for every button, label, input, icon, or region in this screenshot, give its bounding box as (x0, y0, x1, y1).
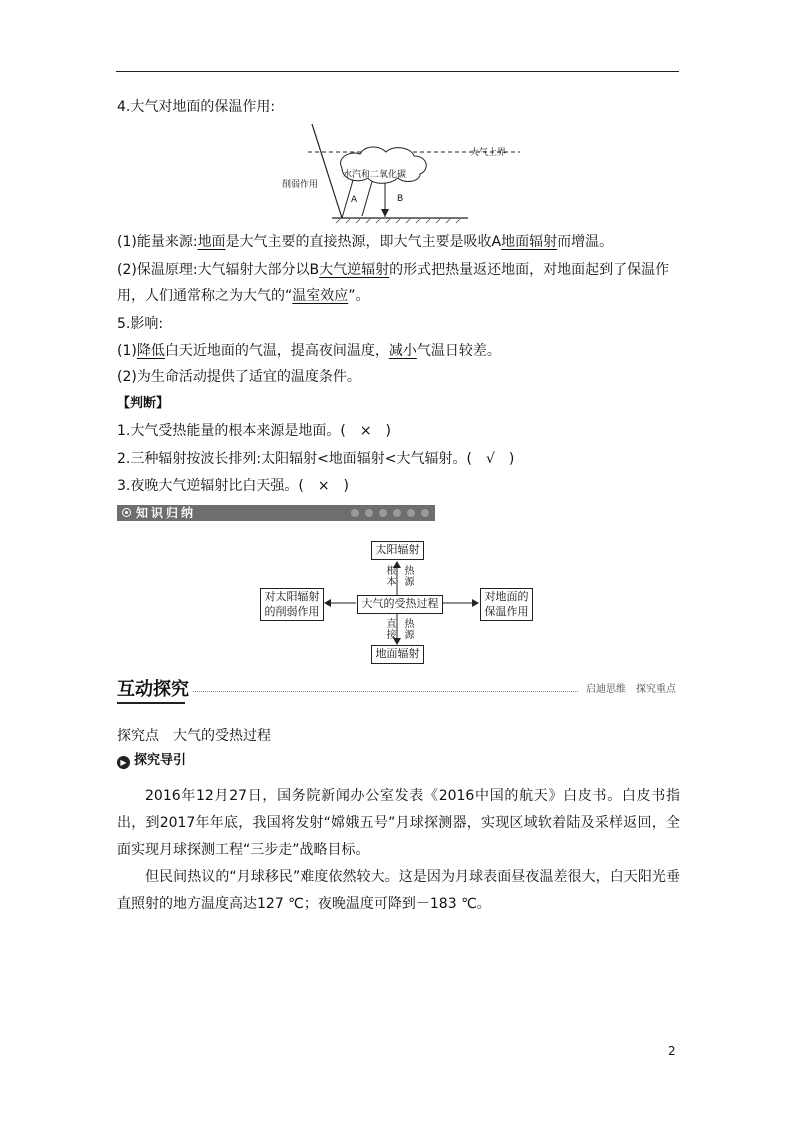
page-number: 2 (668, 1044, 676, 1058)
answer-ground: 地面 (197, 234, 226, 250)
label-a: A (351, 195, 358, 205)
effect-line-2: (2)为生命活动提供了适宜的温度条件。 (117, 369, 361, 385)
section-title: 互动探究 (117, 679, 189, 700)
insulation-box-line2: 保温作用 (484, 605, 529, 618)
ground-radiation-box: 地面辐射 (371, 645, 424, 664)
insulation-line-2 (117, 286, 370, 306)
solar-radiation-box: 太阳辐射 (371, 541, 424, 560)
weaken-box-line1: 对太阳辐射 (264, 590, 320, 603)
weaken-box-line2: 的削弱作用 (264, 605, 320, 618)
energy-source-line (117, 232, 613, 252)
greenhouse-figure (280, 124, 540, 224)
insulation-line-1 (117, 260, 669, 280)
explore-paragraph-2: 但民间热议的“月球移民”难度依然较大。这是因为月球表面昼夜温差很大，白天阳光垂直照射的地方温度高达127 ℃；夜晚温度可降到－183 ℃。 (117, 869, 680, 912)
answer-reduce: 减小 (388, 343, 417, 359)
text: 气温日较差。 (416, 343, 501, 359)
judge-q2: 2.三种辐射按波长排列:太阳辐射<地面辐射<大气辐射。( √ ) (117, 451, 515, 467)
weaken-label: 削弱作用 (282, 180, 319, 190)
section-dotted-line (193, 691, 578, 693)
label-heat-source-1: 热源 (404, 566, 415, 588)
explore-guide-label: 探究导引 (134, 753, 187, 768)
decorative-dots (351, 509, 429, 517)
insulation-box (480, 588, 533, 621)
arrow-head (381, 209, 389, 217)
insulation-box-line1: 对地面的 (484, 590, 529, 603)
ground-hatching (336, 219, 460, 223)
label-b: B (397, 194, 404, 204)
text: (2)保温原理:大气辐射大部分以B (117, 262, 320, 278)
explore-paragraph-1: 2016年12月27日，国务院新闻办公室发表《2016中国的航天》白皮书。白皮书指出，到2017年年底，我国将发射“嫦娥五号”月球探测器，实现区域软着陆及采样返回，全面实现月球探测工程“三步走”战略目标。 (117, 788, 680, 858)
explore-guide-title (117, 751, 186, 771)
item5-title: 5.影响: (117, 316, 164, 332)
text: ”。 (348, 288, 370, 304)
item4-title: 4.大气对地面的保温作用: (117, 99, 276, 115)
section-subtitle: 启迪思维 探究重点 (586, 684, 676, 695)
text: 而增温。 (557, 234, 614, 250)
text: 的形式把热量返还地面，对地面起到了保温作 (389, 262, 670, 278)
play-icon: ▶ (117, 756, 130, 769)
text: (1)能量来源: (117, 234, 198, 250)
answer-ground-radiation: 地面辐射 (501, 234, 558, 250)
text: (1) (117, 343, 137, 359)
bullet-icon (122, 508, 131, 517)
answer-lower: 降低 (136, 343, 165, 359)
answer-counter-radiation: 大气逆辐射 (319, 262, 390, 278)
judge-title: 【判断】 (117, 396, 170, 411)
label-direct: 直接 (386, 619, 397, 641)
weaken-box (260, 588, 324, 621)
explore-point-title: 探究点 大气的受热过程 (117, 728, 271, 744)
solar-ray (312, 124, 342, 218)
text: 白天近地面的气温，提高夜间温度， (164, 343, 389, 359)
label-fundamental: 根本 (386, 566, 397, 588)
section-underline (117, 702, 185, 704)
banner-label: 知识归纳 (136, 506, 197, 520)
effect-line-1 (117, 341, 501, 361)
header-rule (116, 71, 679, 72)
judge-q3: 3.夜晚大气逆辐射比白天强。( × ) (117, 478, 350, 494)
heating-process-box: 大气的受热过程 (357, 595, 443, 614)
text: 是大气主要的直接热源，即大气主要是吸收A (225, 234, 502, 250)
judge-q1: 1.大气受热能量的根本来源是地面。( × ) (117, 423, 392, 439)
cloud-label: 水汽和二氧化碳 (343, 170, 407, 180)
knowledge-banner (117, 505, 435, 521)
upper-boundary-label: 大气上界 (470, 148, 507, 158)
text: 用，人们通常称之为大气的“ (117, 288, 293, 304)
label-heat-source-2: 热源 (404, 619, 415, 641)
answer-greenhouse: 温室效应 (292, 288, 349, 304)
